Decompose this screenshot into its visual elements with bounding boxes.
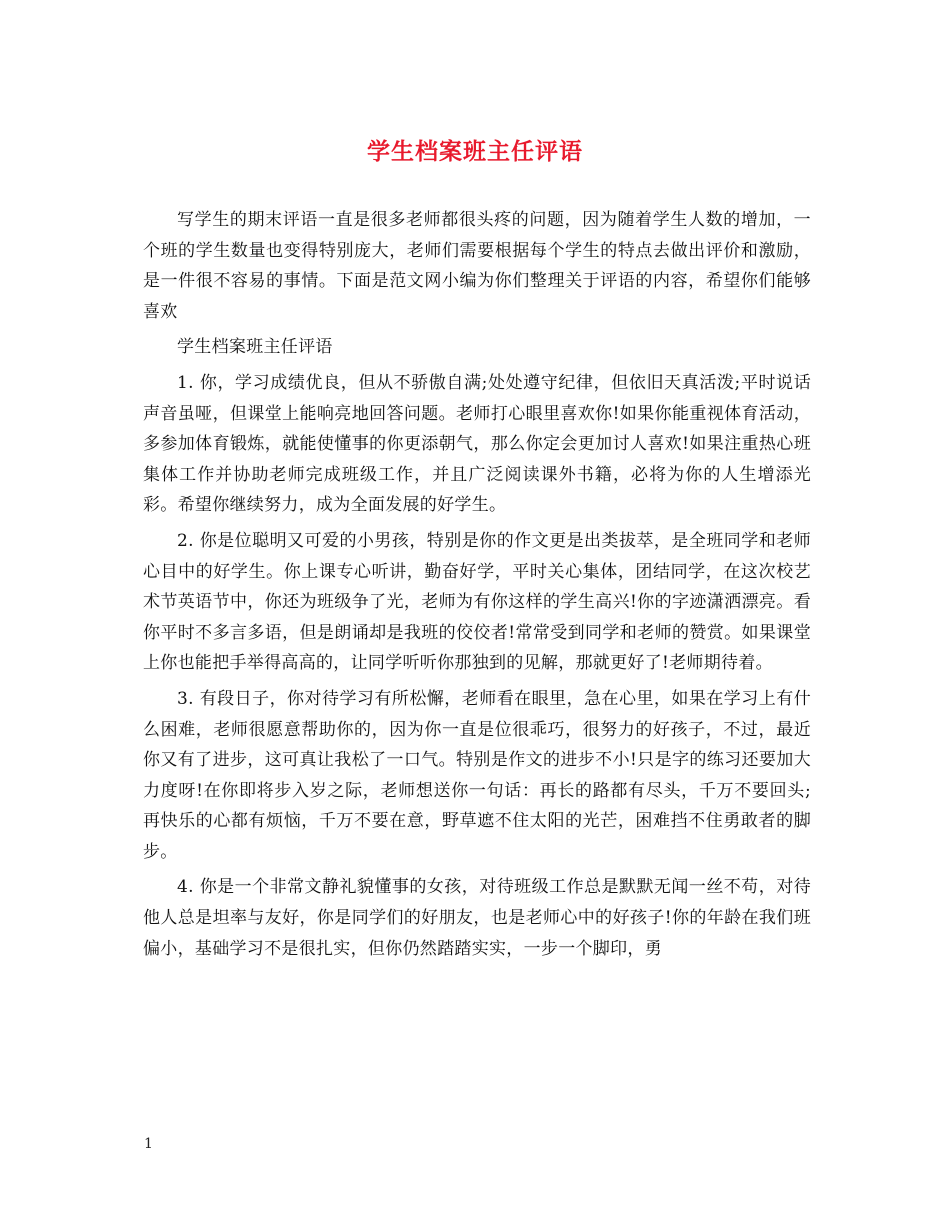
comment-paragraph-4: 4. 你是一个非常文静礼貌懂事的女孩，对待班级工作总是默默无闻一丝不苟，对待他人总是坦率与友好，你是同学们的好朋友，也是老师心中的好孩子!你的年龄在我们班偏小，基础学习不是很扎实，但你仍然踏踏实实，一步一个脚印，勇	[143, 877, 811, 959]
document-body	[143, 205, 811, 969]
section-heading: 学生档案班主任评语	[177, 337, 333, 358]
comment-paragraph-2: 2. 你是位聪明又可爱的小男孩，特别是你的作文更是出类拔萃，是全班同学和老师心目中的好学生。你上课专心听讲，勤奋好学，平时关心集体，团结同学，在这次校艺术节英语节中，你还为班级争了光，老师为有你这样的学生高兴!你的字迹潇洒漂亮。看你平时不多言多语，但是朗诵却是我班的佼佼者!常常受到同学和老师的赞赏。如果课堂上你也能把手举得高高的，让同学听听你那独到的见解，那就更好了!老师期待着。	[143, 530, 811, 674]
page-number: 1	[144, 1136, 153, 1152]
intro-paragraph: 写学生的期末评语一直是很多老师都很头疼的问题，因为随着学生人数的增加，一个班的学生数量也变得特别庞大，老师们需要根据每个学生的特点去做出评价和激励，是一件很不容易的事情。下面是范文网小编为你们整理关于评语的内容，希望你们能够喜欢	[143, 210, 811, 322]
document-title: 学生档案班主任评语	[367, 138, 583, 165]
comment-paragraph-3: 3. 有段日子，你对待学习有所松懈，老师看在眼里，急在心里，如果在学习上有什么困难，老师很愿意帮助你的，因为你一直是位很乖巧，很努力的好孩子，不过，最近你又有了进步，这可真让我松了一口气。特别是作文的进步不小!只是字的练习还要加大力度呀!在你即将步入岁之际，老师想送你一句话：再长的路都有尽头，千万不要回头;再快乐的心都有烦恼，千万不要在意，野草遮不住太阳的光芒，困难挡不住勇敢者的脚步。	[143, 688, 811, 862]
comment-paragraph-1: 1. 你，学习成绩优良，但从不骄傲自满;处处遵守纪律，但依旧天真活泼;平时说话声音虽哑，但课堂上能响亮地回答问题。老师打心眼里喜欢你!如果你能重视体育活动，多参加体育锻炼，就能使懂事的你更添朝气，那么你定会更加讨人喜欢!如果注重热心班集体工作并协助老师完成班级工作，并且广泛阅读课外书籍，必将为你的人生增添光彩。希望你继续努力，成为全面发展的好学生。	[143, 372, 811, 516]
